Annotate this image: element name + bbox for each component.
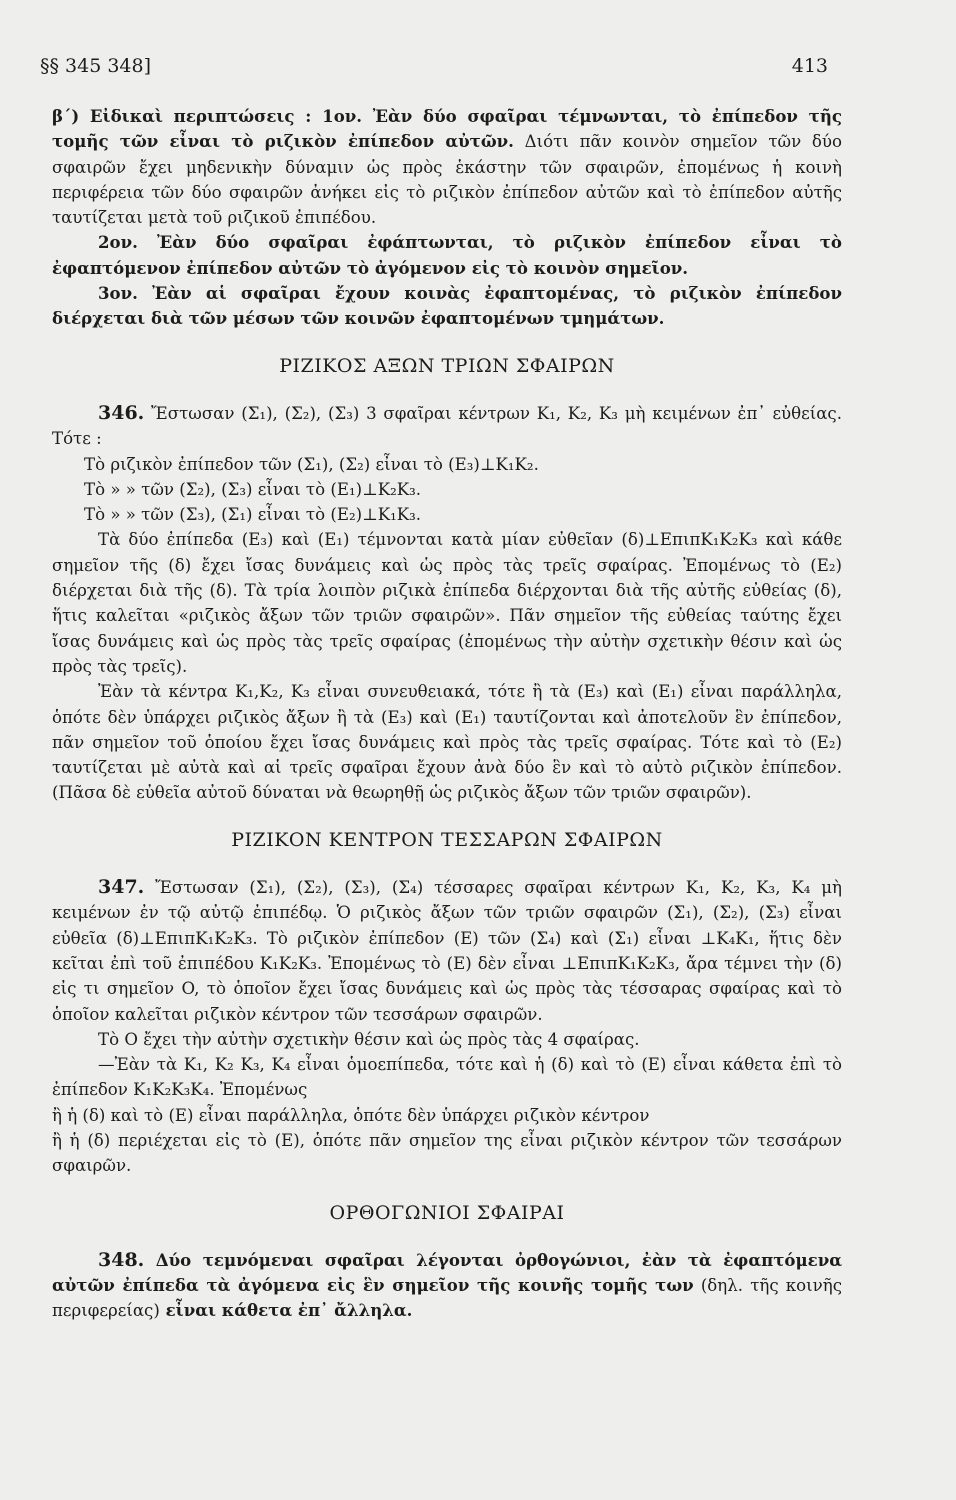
- section-346-intro-text: Ἔστωσαν (Σ₁), (Σ₂), (Σ₃) 3 σφαῖραι κέντρων K₁, K₂, K₃ μὴ κειμένων ἐπ᾽ εὐθείας. Τότε :: [52, 403, 842, 449]
- page-number: 413: [791, 55, 828, 77]
- section-347-paragraph-1: [52, 875, 842, 1027]
- section-348-paragraph: [52, 1248, 842, 1324]
- radical-plane-line-2: Τὸ » » τῶν (Σ₂), (Σ₃) εἶναι τὸ (E₁)⊥K₂K₃.: [84, 479, 422, 499]
- section-347-text: Ἔστωσαν (Σ₁), (Σ₂), (Σ₃), (Σ₄) τέσσαρες σφαῖραι κέντρων K₁, K₂, K₃, K₄ μὴ κειμένων ἐν τῷ αὐτῷ ἐπιπέδῳ. Ὁ ριζικὸς ἄξων τῶν τριῶν σφαιρῶν (Σ₁), (Σ₂), (Σ₃) εἶναι εὐθεῖα (δ)⊥ΕπιπK₁K₂K₃. Τὸ ριζικὸν ἐπίπεδον (E) τῶν (Σ₄) καὶ (Σ₁) εἶναι ⊥K₄K₁, ἥτις δὲν κεῖται ἐπὶ τοῦ ἐπιπέδου K₁K₂K₃. Ἐπομένως τὸ (E) δὲν εἶναι ⊥ΕπιπK₁K₂K₃, ἄρα τέμνει τὴν (δ) εἰς τι σημεῖον O, τὸ ὁποῖον ἔχει ἴσας δυνάμεις καὶ ὡς πρὸς τὰς τέσσαρας σφαίρας καὶ τὸ ὁποῖον καλεῖται ριζικὸν κέντρον τῶν τεσσάρων σφαιρῶν.: [52, 878, 842, 1024]
- section-346-intro: [52, 401, 842, 452]
- heading-radical-axis: ΡΙΖΙΚΟΣ ΑΞΩΝ ΤΡΙΩΝ ΣΦΑΙΡΩΝ: [279, 354, 615, 377]
- heading-radical-center: ΡΙΖΙΚΟΝ ΚΕΝΤΡΟΝ ΤΕΣΣΑΡΩΝ ΣΦΑΙΡΩΝ: [231, 828, 663, 851]
- section-348-parenthetical: (δηλ. τῆς κοινῆς περιφερείας): [52, 1276, 842, 1321]
- heading-orthogonal-spheres: ΟΡΘΟΓΩΝΙΟΙ ΣΦΑΙΡΑΙ: [329, 1201, 565, 1224]
- case-3: 3ον. Ἐὰν αἱ σφαῖραι ἔχουν κοινὰς ἐφαπτομένας, τὸ ριζικὸν ἐπίπεδον διέρχεται διὰ τῶν μέσων τῶν κοινῶν ἐφαπτομένων τμημάτων.: [52, 283, 842, 329]
- section-number-346: 346.: [98, 401, 145, 424]
- special-cases-paragraph: [52, 104, 842, 230]
- section-348-definition-end: εἶναι κάθετα ἐπ᾽ ἄλληλα.: [159, 1300, 413, 1321]
- section-347-paragraph-3: —Ἐὰν τὰ K₁, K₂ K₃, K₄ εἶναι ὁμοεπίπεδα, τότε καὶ ἡ (δ) καὶ τὸ (E) εἶναι κάθετα ἐπὶ τὸ ἐπίπεδον K₁K₂K₃K₄. Ἐπομένως: [52, 1055, 842, 1100]
- case-1-explanation: Διότι πᾶν κοινὸν σημεῖον τῶν δύο σφαιρῶν ἔχει μηδενικὴν δύναμιν ὡς πρὸς ἑκάστην τῶν σφαιρῶν, ἐπομένως ἡ κοινὴ περιφέρεια τῶν δύο σφαιρῶν ἀνήκει εἰς τὸ ριζικὸν ἐπίπεδον αὐτῶν καὶ τὸ ἐπίπεδον αὐτῆς ταυτίζεται μετὰ τοῦ ριζικοῦ ἐπιπέδου.: [52, 132, 842, 228]
- case-2: 2ον. Ἐὰν δύο σφαῖραι ἐφάπτωνται, τὸ ριζικὸν ἐπίπεδον εἶναι τὸ ἐφαπτόμενον ἐπίπεδον αὐτῶν τὸ ἀγόμενον εἰς τὸ κοινὸν σημεῖον.: [52, 232, 842, 278]
- section-reference: §§ 345 348]: [40, 55, 152, 77]
- page-body: [52, 104, 842, 1324]
- radical-plane-line-1: Τὸ ριζικὸν ἐπίπεδον τῶν (Σ₁), (Σ₂) εἶναι τὸ (E₃)⊥K₁K₂.: [84, 454, 539, 474]
- running-header: [40, 55, 828, 85]
- case-1-bold: β´) Εἰδικαὶ περιπτώσεις : 1ον. Ἐὰν δύο σφαῖραι τέμνωνται, τὸ ἐπίπεδον τῆς τομῆς τῶν εἶναι τὸ ριζικὸν ἐπίπεδον αὐτῶν.: [52, 106, 842, 152]
- section-347-case-b: ἢ ἡ (δ) περιέχεται εἰς τὸ (E), ὁπότε πᾶν σημεῖον της εἶναι ριζικὸν κέντρον τῶν τεσσάρων σφαιρῶν.: [52, 1130, 842, 1176]
- section-number-347: 347.: [98, 876, 145, 899]
- section-347-case-a: ἢ ἡ (δ) καὶ τὸ (E) εἶναι παράλληλα, ὁπότε δὲν ὑπάρχει ριζικὸν κέντρον: [52, 1105, 650, 1125]
- radical-plane-line-3: Τὸ » » τῶν (Σ₃), (Σ₁) εἶναι τὸ (E₂)⊥K₁K₃.: [84, 505, 422, 525]
- section-346-paragraph-2: Ἐὰν τὰ κέντρα K₁,K₂, K₃ εἶναι συνευθειακά, τότε ἢ τὰ (E₃) καὶ (E₁) εἶναι παράλληλα, ὁπότε δὲν ὑπάρχει ριζικὸς ἄξων ἢ τὰ (E₃) καὶ (E₁) ταυτίζονται καὶ ἀποτελοῦν ἓν ἐπίπεδον, πᾶν σημεῖον τοῦ ὁποίου ἔχει ἴσας δυνάμεις καὶ πρὸς τὰς τρεῖς σφαίρας. Τότε καὶ τὸ (E₂) ταυτίζεται μὲ αὐτὰ καὶ αἱ τρεῖς σφαῖραι ἔχουν ἀνὰ δύο ἓν καὶ τὸ αὐτὸ ριζικὸν ἐπίπεδον. (Πᾶσα δὲ εὐθεῖα αὐτοῦ δύναται νὰ θεωρηθῇ ὡς ριζικὸς ἄξων τῶν τριῶν σφαιρῶν).: [52, 682, 842, 803]
- section-347-paragraph-2: Τὸ O ἔχει τὴν αὐτὴν σχετικὴν θέσιν καὶ ὡς πρὸς τὰς 4 σφαίρας.: [98, 1029, 640, 1049]
- section-346-paragraph-1: Τὰ δύο ἐπίπεδα (E₃) καὶ (E₁) τέμνονται κατὰ μίαν εὐθεῖαν (δ)⊥ΕπιπK₁K₂K₃ καὶ κάθε σημεῖον τῆς (δ) ἔχει ἴσας δυνάμεις καὶ ὡς πρὸς τὰς τρεῖς σφαίρας. Ἐπομένως τὸ (E₂) διέρχεται διὰ τῆς (δ). Τὰ τρία λοιπὸν ριζικὰ ἐπίπεδα διέρχονται διὰ τῆς αὐτῆς εὐθείας (δ), ἥτις καλεῖται «ριζικὸς ἄξων τῶν τριῶν σφαιρῶν». Πᾶν σημεῖον τῆς εὐθείας ταύτης ἔχει ἴσας δυνάμεις καὶ ὡς πρὸς τὰς τρεῖς σφαίρας (ἐπομένως τὴν αὐτὴν σχετικὴν θέσιν καὶ ὡς πρὸς τὰς τρεῖς).: [52, 530, 842, 676]
- section-348-definition: Δύο τεμνόμεναι σφαῖραι λέγονται ὀρθογώνιοι, ἐὰν τὰ ἐφαπτόμενα αὐτῶν ἐπίπεδα τὰ ἀγόμενα εἰς ἓν σημεῖον τῆς κοινῆς τομῆς των: [52, 1249, 842, 1296]
- section-number-348: 348.: [98, 1248, 145, 1271]
